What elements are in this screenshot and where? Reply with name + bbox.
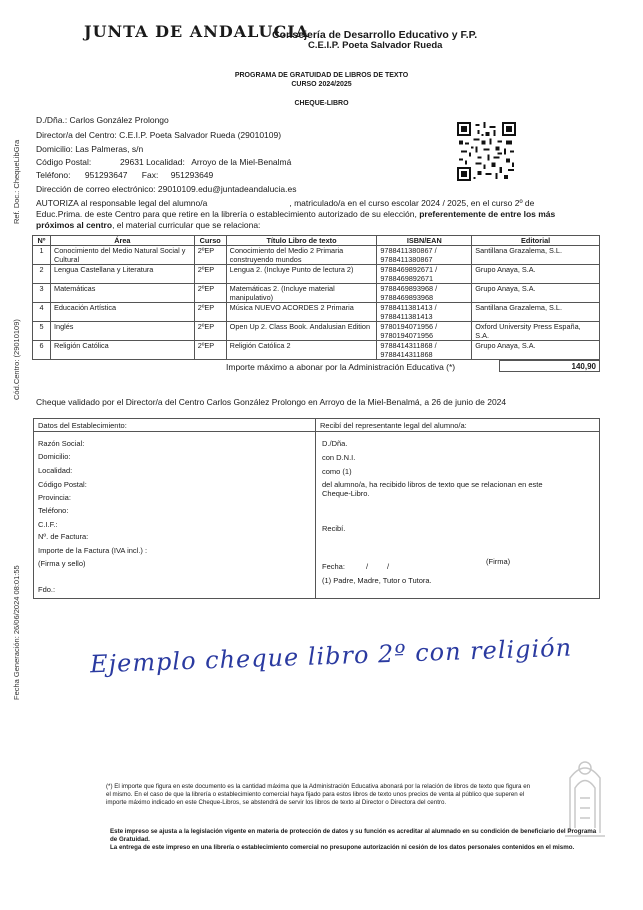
director-center: Director/a del Centro: C.E.I.P. Poeta Salvador Rueda (29010109)	[36, 130, 282, 140]
rep-alumno-text: del alumno/a, ha recibido libros de texto que se relacionan en este	[322, 480, 543, 489]
cell-titulo: Religión Católica 2	[226, 341, 377, 360]
tel-label: Teléfono:	[36, 170, 71, 180]
cell-titulo: Open Up 2. Class Book. Andalusian Edition	[226, 322, 377, 341]
fdo-label: Fdo.:	[38, 585, 56, 594]
cell-area: Religión Católica	[50, 341, 194, 360]
autoriza-line-1	[36, 198, 600, 209]
address: Domicilio: Las Palmeras, s/n	[36, 144, 144, 154]
rep-dona-label: D./Dña.	[322, 439, 348, 448]
cp-value: 29631	[120, 157, 144, 167]
table-row	[33, 265, 600, 284]
cell-n: 6	[33, 341, 51, 360]
cif-label: C.I.F.:	[38, 520, 58, 529]
establishment-title: Datos del Establecimiento:	[38, 421, 127, 430]
col-header-titulo: Título Libro de texto	[226, 236, 377, 246]
cell-curso: 2ºEP	[194, 246, 226, 265]
cell-isbn: 9788414311868 / 9788414311868	[377, 341, 472, 360]
cell-editorial: Santillana Grazalema, S.L.	[472, 246, 600, 265]
rep-fecha-slash-2: /	[387, 562, 390, 571]
autoriza-text-a: AUTORIZA al responsable legal del alumno/a	[36, 198, 208, 208]
factura-label: Nº. de Factura:	[38, 532, 89, 541]
col-header-isbn: ISBN/EAN	[377, 236, 472, 246]
establishment-box	[33, 418, 316, 599]
table-row	[33, 341, 600, 360]
importe-value: 140,90	[499, 360, 600, 372]
rep-alumno-text-2: Cheque-Libro.	[322, 489, 370, 498]
cell-isbn: 9788469893968 / 9788469893968	[377, 284, 472, 303]
autoriza-bold-b: próximos al centro	[36, 220, 113, 230]
cell-curso: 2ºEP	[194, 265, 226, 284]
autoriza-bold-a: preferentemente de entre los más	[419, 209, 556, 219]
codigo-postal-label: Código Postal:	[38, 480, 87, 489]
table-row	[33, 246, 600, 265]
cell-titulo: Conocimiento del Medio 2 Primaria construyendo mundos	[226, 246, 377, 265]
cell-editorial: Grupo Anaya, S.A.	[472, 265, 600, 284]
cell-isbn: 9780194071956 / 9780194071956	[377, 322, 472, 341]
telefono-label: Teléfono:	[38, 506, 69, 515]
cell-curso: 2ºEP	[194, 284, 226, 303]
junta-logo-text: JUNTA DE ANDALUCIA	[84, 22, 310, 41]
phone-line	[36, 170, 213, 180]
cell-n: 5	[33, 322, 51, 341]
razon-social-label: Razón Social:	[38, 439, 85, 448]
cell-editorial: Grupo Anaya, S.A.	[472, 284, 600, 303]
table-row	[33, 303, 600, 322]
handwritten-note: Ejemplo cheque libro 2º con religión	[89, 633, 573, 679]
cell-titulo: Lengua 2. (Incluye Punto de lectura 2)	[226, 265, 377, 284]
footer-legal-line-2: La entrega de este impreso en una librería o establecimiento comercial no presupone autorización ni cesión de los datos personales contenidos en el mismo.	[110, 844, 575, 851]
footer-note	[106, 783, 596, 807]
cell-titulo: Música NUEVO ACORDES 2 Primaria	[226, 303, 377, 322]
cell-curso: 2ºEP	[194, 322, 226, 341]
footer-note-line-2: el mismo. En el caso de que la librería o establecimiento comercial haya fijado para estos libros de texto unos precios de venta al público que superen el	[106, 791, 525, 798]
program-title: PROGRAMA DE GRATUIDAD DE LIBROS DE TEXTO	[234, 72, 409, 79]
books-table-header	[33, 236, 600, 246]
school-name: C.E.I.P. Poeta Salvador Rueda	[308, 40, 443, 51]
side-ref-doc: Ref. Doc.: ChequeLibGra	[12, 139, 21, 224]
cell-curso: 2ºEP	[194, 341, 226, 360]
cell-titulo: Matemáticas 2. (Incluye material manipulativo)	[226, 284, 377, 303]
representative-title: Recibí del representante legal del alumno/a:	[320, 421, 467, 430]
email-line: Dirección de correo electrónico: 29010109.edu@juntadeandalucia.es	[36, 184, 297, 194]
representative-box	[315, 418, 600, 599]
cell-curso: 2ºEP	[194, 303, 226, 322]
cell-isbn: 9788411381413 / 9788411381413	[377, 303, 472, 322]
autoriza-line-3	[36, 220, 600, 231]
cheque-title: CHEQUE-LIBRO	[294, 100, 349, 107]
footer-note-line-3: importe máximo indicado en este Cheque-Libros, se abstendrá de servir los libros de texto al Director o Directora del centro.	[106, 799, 447, 806]
side-fecha-generacion: Fecha Generación: 26/06/2024 08:01:55	[12, 565, 21, 700]
cell-editorial: Grupo Anaya, S.A.	[472, 341, 600, 360]
side-cod-centro: Cód.Centro: (29010109)	[12, 319, 21, 400]
col-header-curso: Curso	[194, 236, 226, 246]
autoriza-text-b: , matriculado/a en el curso escolar 2024 / 2025, en el curso 2º de	[289, 198, 535, 208]
fax-label: Fax:	[141, 170, 159, 180]
books-table	[32, 235, 600, 360]
cell-editorial: Santillana Grazalema, S.L.	[472, 303, 600, 322]
col-header-editorial: Editorial	[472, 236, 600, 246]
col-header-area: Área	[50, 236, 194, 246]
tel-value: 951293647	[84, 170, 128, 180]
cell-n: 3	[33, 284, 51, 303]
autoriza-line-2	[36, 209, 600, 220]
cell-n: 2	[33, 265, 51, 284]
fax-value: 951293649	[170, 170, 214, 180]
cell-n: 1	[33, 246, 51, 265]
rep-nota: (1) Padre, Madre, Tutor o Tutora.	[322, 576, 432, 585]
validation-text: Cheque validado por el Director/a del Centro Carlos González Prolongo en Arroyo de la Miel-Benalmá, a 26 de junio de 2024	[36, 397, 507, 407]
localidad-label: Localidad:	[38, 466, 73, 475]
rep-como-label: como (1)	[322, 467, 352, 476]
cell-area: Matemáticas	[50, 284, 194, 303]
cell-area: Inglés	[50, 322, 194, 341]
col-header-n: Nº	[33, 236, 51, 246]
qr-code	[457, 122, 516, 181]
rep-dni-label: con D.N.I.	[322, 453, 356, 462]
cell-n: 4	[33, 303, 51, 322]
course-year: CURSO 2024/2025	[291, 81, 352, 88]
localidad-label: Localidad:	[146, 157, 185, 167]
footer-legal-line-1: Este impreso se ajusta a la legislación vigente en materia de protección de datos y su función es acreditar al alumnado en su condición de beneficiario del Programa de Gratuidad.	[110, 828, 597, 843]
provincia-label: Provincia:	[38, 493, 71, 502]
rep-recibi-label: Recibí.	[322, 524, 346, 533]
importe-label: Importe máximo a abonar por la Administración Educativa (*)	[226, 362, 456, 372]
footer-note-line-1: (*) El importe que figura en este documento es la cantidad máxima que la Administración Educativa abonará por la relación de libros de texto que figura en	[106, 783, 531, 790]
postal-line	[36, 157, 291, 167]
firma-sello-label: (Firma y sello)	[38, 559, 86, 568]
importe-factura-label: Importe de la Factura (IVA incl.) :	[38, 546, 148, 555]
footer-legal	[110, 828, 600, 852]
rep-firma-label: (Firma)	[486, 557, 511, 566]
table-row	[33, 284, 600, 303]
cell-isbn: 9788469892671 / 9788469892671	[377, 265, 472, 284]
domicilio-label: Domicilio:	[38, 452, 71, 461]
cell-area: Conocimiento del Medio Natural Social y Cultural	[50, 246, 194, 265]
table-row	[33, 322, 600, 341]
cell-isbn: 9788411380867 / 9788411380867	[377, 246, 472, 265]
rep-fecha-label: Fecha:	[322, 562, 345, 571]
cell-area: Lengua Castellana y Literatura	[50, 265, 194, 284]
consejeria-title: Consejería de Desarrollo Educativo y F.P.	[272, 29, 478, 41]
director-name: D./Dña.: Carlos González Prolongo	[36, 115, 169, 125]
autoriza-text-c: Educ.Prima. de este Centro para que retire en la librería o establecimiento autorizado de su elección,	[36, 209, 420, 219]
cell-area: Educación Artística	[50, 303, 194, 322]
localidad-value: Arroyo de la Miel-Benalmá	[191, 157, 292, 167]
rep-fecha-slash-1: /	[366, 562, 369, 571]
cell-editorial: Oxford University Press España, S.A.	[472, 322, 600, 341]
autoriza-text-d: , el material curricular que se relaciona:	[112, 220, 261, 230]
cp-label: Código Postal:	[36, 157, 92, 167]
